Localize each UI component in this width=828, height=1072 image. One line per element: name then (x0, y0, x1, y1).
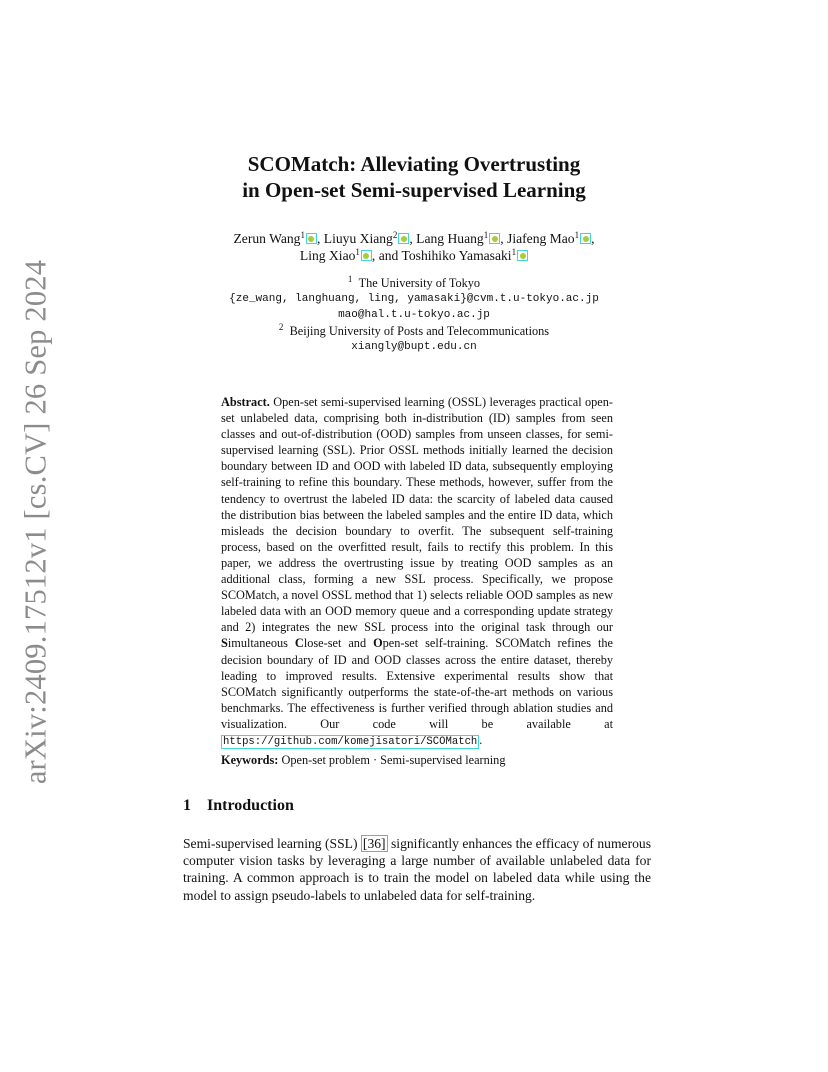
keywords-text: Open-set problem · Semi-supervised learning (278, 753, 506, 767)
abstract-text: pen-set self-training. SCOMatch refines the decision boundary of ID and OOD classes across the entire dataset, thereby leading to improved results. Extensive experimental results show that SCOMatch significantly outperforms the state-of-the-art methods on various benchmarks. The effectiveness is further verified through ablation studies and visualization. Our code will be available at (221, 636, 613, 731)
affiliation-name: Beijing University of Posts and Telecommunications (289, 324, 550, 338)
author-separator: , (500, 231, 508, 246)
paper-title (150, 151, 678, 203)
section-heading (183, 797, 294, 815)
author-entry (416, 231, 507, 246)
author-name: Ling Xiao (299, 248, 356, 263)
abstract-emphasis-c: C (294, 636, 304, 651)
arxiv-identifier-text: arXiv:2409.17512v1 [cs.CV] 26 Sep 2024 (18, 259, 53, 785)
author-affiliation-mark: 1 (355, 247, 360, 257)
author-separator: , (409, 231, 417, 246)
affiliation-2-email[interactable]: xiangly@bupt.edu.cn (351, 341, 477, 353)
abstract-text: . (479, 732, 483, 747)
abstract-emphasis-o: O (373, 636, 383, 651)
abstract-text: imultaneous (227, 636, 295, 651)
orcid-icon[interactable] (517, 250, 528, 261)
author-entry (300, 248, 402, 263)
keywords (221, 752, 613, 768)
affiliation-2 (150, 323, 678, 339)
author-affiliation-mark: 1 (483, 230, 489, 240)
intro-text: significantly enhances the efficacy of numerous computer vision tasks by leveraging a large number of available unlabeled data for training. A common approach is to train the model on labeled data while using the model to assign pseudo-labels to unlabeled data for self-training. (183, 836, 651, 903)
affiliations (150, 275, 678, 355)
affiliation-name: The University of Tokyo (358, 276, 481, 290)
orcid-icon[interactable] (489, 233, 500, 244)
author-separator: , (316, 231, 324, 246)
author-line-2 (150, 247, 678, 264)
affiliation-1 (150, 275, 678, 291)
author-name: Zerun Wang (233, 231, 301, 246)
author-name: Toshihiko Yamasaki (401, 248, 512, 263)
paper-title-line-2: in Open-set Semi-supervised Learning (242, 178, 586, 202)
abstract (221, 394, 613, 750)
author-line-1 (150, 230, 678, 247)
keywords-label: Keywords: (221, 753, 279, 767)
author-separator: , (591, 231, 595, 246)
author-entry (233, 231, 323, 246)
orcid-icon[interactable] (398, 233, 409, 244)
affiliation-mark: 2 (278, 322, 284, 332)
author-separator: , and (371, 248, 402, 263)
orcid-icon[interactable] (306, 233, 317, 244)
abstract-label: Abstract. (221, 395, 270, 409)
abstract-emphasis-s: S (221, 636, 228, 651)
paper-title-line-1: SCOMatch: Alleviating Overtrusting (247, 152, 581, 176)
orcid-icon[interactable] (361, 250, 372, 261)
orcid-icon[interactable] (580, 233, 591, 244)
section-title: Introduction (207, 797, 294, 814)
abstract-text: Open-set semi-supervised learning (OSSL) leverages practical open-set unlabeled data, comprising both in-distribution (ID) samples from seen classes and out-of-distribution (OOD) samples from unseen classes, for semi-supervised learning (SSL). Prior OSSL methods initially learned the decision boundary between ID and OOD with labeled ID data, subsequently employing self-training to refine this boundary. These methods, however, suffer from the tendency to overtrust the labeled ID data: the scarcity of labeled data caused the distribution bias between the labeled samples and the entire ID data, which misleads the decision boundary to overfit. The subsequent self-training process, based on the overfitted result, fails to rectify this problem. In this paper, we address the overtrusting issue by treating OOD samples as an additional class, forming a new SSL process. Specifically, we propose SCOMatch, a novel OSSL method that 1) selects reliable OOD samples as new labeled data with an OOD memory queue and a corresponding update strategy and 2) integrates the new SSL process into the original task through our (221, 395, 613, 635)
introduction-paragraph (183, 835, 651, 904)
citation-link[interactable]: [36] (362, 836, 386, 851)
author-entry (324, 231, 416, 246)
author-affiliation-mark: 1 (511, 247, 517, 257)
section-number: 1 (183, 797, 191, 814)
author-entry (402, 248, 529, 263)
author-affiliation-mark: 2 (392, 230, 398, 240)
author-name: Liuyu Xiang (323, 231, 393, 246)
author-affiliation-mark: 1 (574, 230, 580, 240)
author-name: Lang Huang (416, 231, 484, 246)
author-entry (507, 231, 594, 246)
author-list (150, 230, 678, 264)
affiliation-1-emails[interactable]: {ze_wang, langhuang, ling, yamasaki}@cvm.t.u-tokyo.ac.jp (229, 293, 599, 305)
affiliation-mark: 1 (347, 274, 353, 284)
abstract-text: lose-set and (303, 636, 374, 651)
code-repository-link[interactable]: https://github.com/komejisatori/SCOMatch (223, 735, 478, 748)
author-name: Jiafeng Mao (507, 231, 575, 246)
intro-text: Semi-supervised learning (SSL) (183, 836, 361, 851)
affiliation-1-email-2[interactable]: mao@hal.t.u-tokyo.ac.jp (338, 309, 490, 321)
author-affiliation-mark: 1 (300, 230, 305, 240)
